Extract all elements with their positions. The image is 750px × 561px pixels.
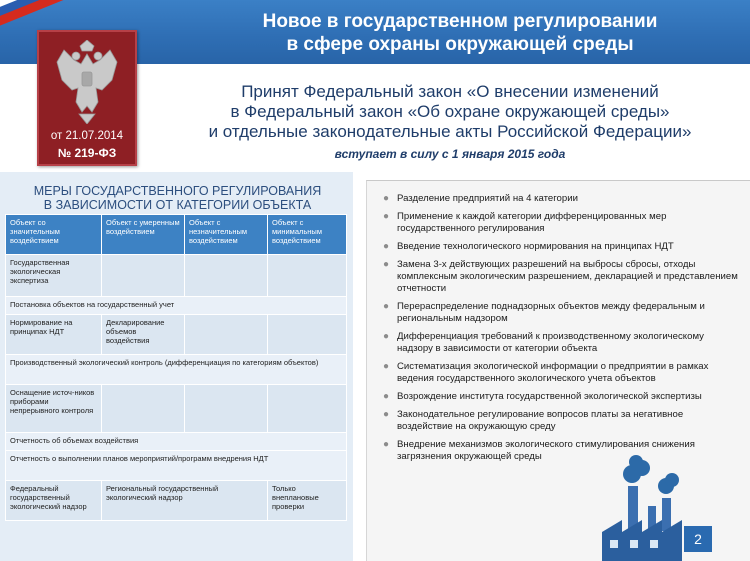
law-title [160,82,740,142]
list-item-text: Законодательное регулирование вопросов платы за негативное воздействие на окружающую среду [397,409,684,432]
table-cell [185,315,268,355]
table-row [6,433,347,451]
list-item-text: Разделение предприятий на 4 категории [397,193,578,204]
law-title-line2: в Федеральный закон «Об охране окружающей среды» [230,102,670,121]
table-cell [185,385,268,433]
table-row [6,315,347,355]
column-header: Объект с минимальным воздействием [268,215,347,255]
bullet-icon: ● [383,241,390,252]
table-row [6,385,347,433]
table-cell [185,255,268,297]
table-cell [102,385,185,433]
list-item [381,211,741,235]
list-item [381,193,741,205]
table-header-row [6,215,347,255]
list-item-text: Применение к каждой категории дифференцированных мер государственного регулирования [397,211,667,234]
list-item-text: Систематизация экологической информации о предприятии в рамках ведения государственного экологического учета объектов [397,361,709,384]
list-item-text: Возрождение института государственной экологической экспертизы [397,391,702,402]
table-row [6,355,347,385]
law-date: от 21.07.2014 [50,130,124,142]
table-cell: Оснащение источ-ников приборами непрерывного контроля [6,385,102,433]
coat-of-arms-emblem [37,30,137,166]
bullet-icon: ● [383,301,390,312]
table-cell [102,255,185,297]
list-item-text: Дифференциация требований к производственному экологическому надзору в зависимости от категории объекта [397,331,704,354]
list-item [381,391,741,403]
table-row [6,297,347,315]
measures-title-line2: В ЗАВИСИМОСТИ ОТ КАТЕГОРИИ ОБЪЕКТА [43,198,312,212]
changes-list [381,193,741,469]
list-item-text: Введение технологического нормирования на принципах НДТ [397,241,674,252]
law-title-line3: и отдельные законодательные акты Российской Федерации» [208,122,692,141]
factory-pollution-icon [592,440,750,561]
measures-title [10,184,345,212]
table-row [6,451,347,481]
measures-title-line1: МЕРЫ ГОСУДАРСТВЕННОГО РЕГУЛИРОВАНИЯ [33,184,322,198]
page-title-line1: Новое в государственном регулировании [262,11,658,32]
measures-panel [0,172,353,561]
table-cell: Нормирование на принципах НДТ [6,315,102,355]
table-cell: Отчетность о выполнении планов мероприятий/программ внедрения НДТ [6,451,347,481]
list-item [381,331,741,355]
column-header: Объект с умеренным воздействием [102,215,185,255]
table-cell: Региональный государственный экологический надзор [102,481,268,521]
table-cell: Постановка объектов на государственный учет [6,297,347,315]
effective-date: вступает в силу с 1 января 2015 года [334,147,566,161]
list-item-text: Внедрение механизмов экологического стимулирования снижения загрязнения окружающей среды [397,439,695,462]
list-item [381,301,741,325]
table-cell: Производственный экологический контроль (дифференциация по категориям объектов) [6,355,347,385]
bullet-icon: ● [383,331,390,342]
table-cell [268,385,347,433]
bullet-icon: ● [383,409,390,420]
law-number: № 219-ФЗ [57,146,117,160]
table-cell [268,255,347,297]
column-header: Объект со значительным воздействием [6,215,102,255]
table-row [6,481,347,521]
bullet-icon: ● [383,259,390,270]
bullet-icon: ● [383,193,390,204]
list-item [381,361,741,385]
list-item [381,259,741,295]
table-cell: Государственная экологическая экспертиза [6,255,102,297]
measures-table [5,214,347,521]
law-title-line1: Принят Федеральный закон «О внесении изменений [241,82,659,101]
table-cell: Отчетность об объемах воздействия [6,433,347,451]
bullet-icon: ● [383,439,390,450]
list-item-text: Перераспределение поднадзорных объектов между федеральным и региональным надзором [397,301,705,324]
table-cell [268,315,347,355]
column-header: Объект с незначительным воздействием [185,215,268,255]
page-title [180,10,740,56]
table-cell: Только внеплановые проверки [268,481,347,521]
double-headed-eagle-icon [52,40,122,124]
list-item [381,409,741,433]
bullet-icon: ● [383,391,390,402]
list-item [381,241,741,253]
list-item-text: Замена 3-х действующих разрешений на выбросы сбросы, отходы комплексным экологическим разрешением, декларацией и представлением отчетности [397,259,738,294]
bullet-icon: ● [383,211,390,222]
page-number: 2 [684,526,712,552]
page-title-line2: в сфере охраны окружающей среды [286,34,634,55]
table-cell: Федеральный государственный экологический надзор [6,481,102,521]
table-cell: Декларирование объемов воздействия [102,315,185,355]
table-row [6,255,347,297]
bullet-icon: ● [383,361,390,372]
